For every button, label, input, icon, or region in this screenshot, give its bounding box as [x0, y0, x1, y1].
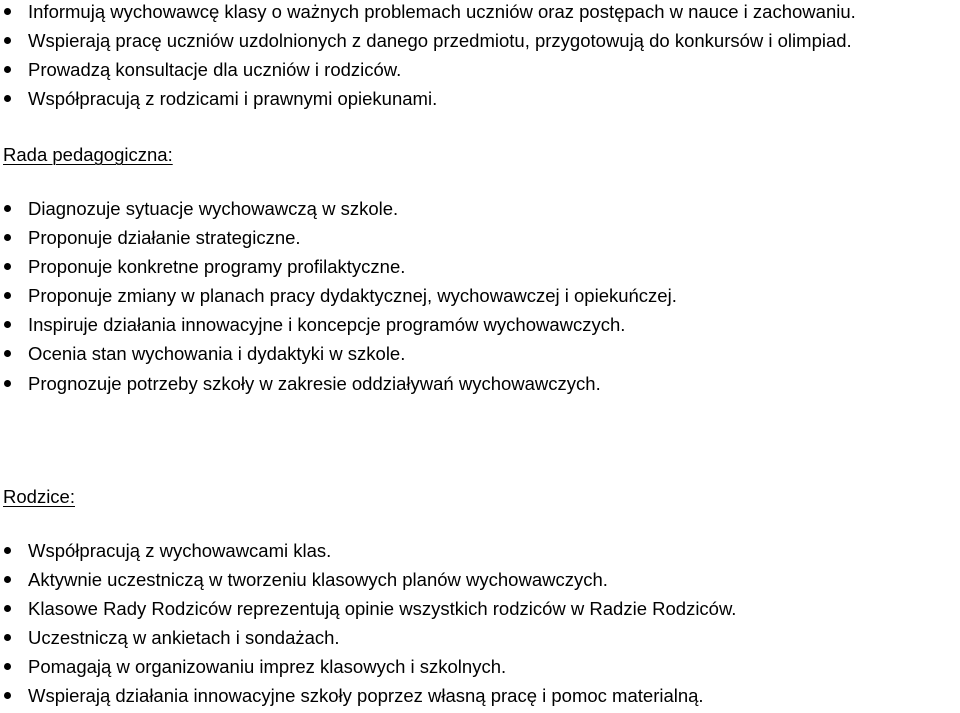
list-item-text: Klasowe Rady Rodziców reprezentują opinie wszystkich rodziców w Radzie Rodziców. — [28, 598, 737, 620]
bullet-icon — [4, 576, 11, 583]
bullet-icon — [4, 205, 11, 212]
bullet-icon — [4, 634, 11, 641]
list-item-text: Diagnozuje sytuacje wychowawczą w szkole. — [28, 198, 399, 219]
bullet-icon — [4, 95, 11, 102]
list-item-text: Pomagają w organizowaniu imprez klasowych i szkolnych. — [28, 656, 507, 678]
list-item-text: Wspierają działania innowacyjne szkoły poprzez własną pracę i pomoc materialną. — [28, 685, 704, 707]
bullet-icon — [4, 692, 11, 699]
list-item-text: Współpracują z wychowawcami klas. — [28, 540, 332, 561]
list-item-text: Ocenia stan wychowania i dydaktyki w szkole. — [28, 343, 406, 365]
list-item-text: Proponuje konkretne programy profilaktyczne. — [28, 256, 406, 278]
list-item-text: Wspierają pracę uczniów uzdolnionych z danego przedmiotu, przygotowują do konkursów i olimpiad. — [28, 30, 852, 52]
bullet-icon — [4, 66, 11, 73]
list-item-text: Prowadzą konsultacje dla uczniów i rodziców. — [28, 59, 402, 81]
list-item-text: Współpracują z rodzicami i prawnymi opiekunami. — [28, 88, 438, 110]
bullet-icon — [4, 37, 11, 44]
bullet-icon — [4, 321, 11, 328]
list-item-text: Aktywnie uczestniczą w tworzeniu klasowych planów wychowawczych. — [28, 569, 608, 591]
bullet-icon — [4, 292, 11, 299]
bullet-icon — [4, 263, 11, 270]
bullet-icon — [4, 8, 11, 15]
list-item-text: Informują wychowawcę klasy o ważnych problemach uczniów oraz postępach w nauce i zachowaniu. — [28, 1, 856, 22]
bullet-icon — [4, 663, 11, 670]
bullet-icon — [4, 547, 11, 554]
list-item-text: Prognozuje potrzeby szkoły w zakresie oddziaływań wychowawczych. — [28, 372, 601, 394]
list-item-text: Proponuje zmiany w planach pracy dydaktycznej, wychowawczej i opiekuńczej. — [28, 285, 677, 307]
section-heading-rada-pedagogiczna: Rada pedagogiczna: — [3, 144, 173, 165]
list-item-text: Uczestniczą w ankietach i sondażach. — [28, 627, 340, 649]
bullet-icon — [4, 380, 11, 387]
list-item-text: Inspiruje działania innowacyjne i koncepcje programów wychowawczych. — [28, 314, 626, 336]
section-heading-rodzice: Rodzice: — [3, 486, 75, 507]
bullet-icon — [4, 350, 11, 357]
bullet-icon — [4, 605, 11, 612]
bullet-icon — [4, 234, 11, 241]
list-item-text: Proponuje działanie strategiczne. — [28, 227, 301, 249]
